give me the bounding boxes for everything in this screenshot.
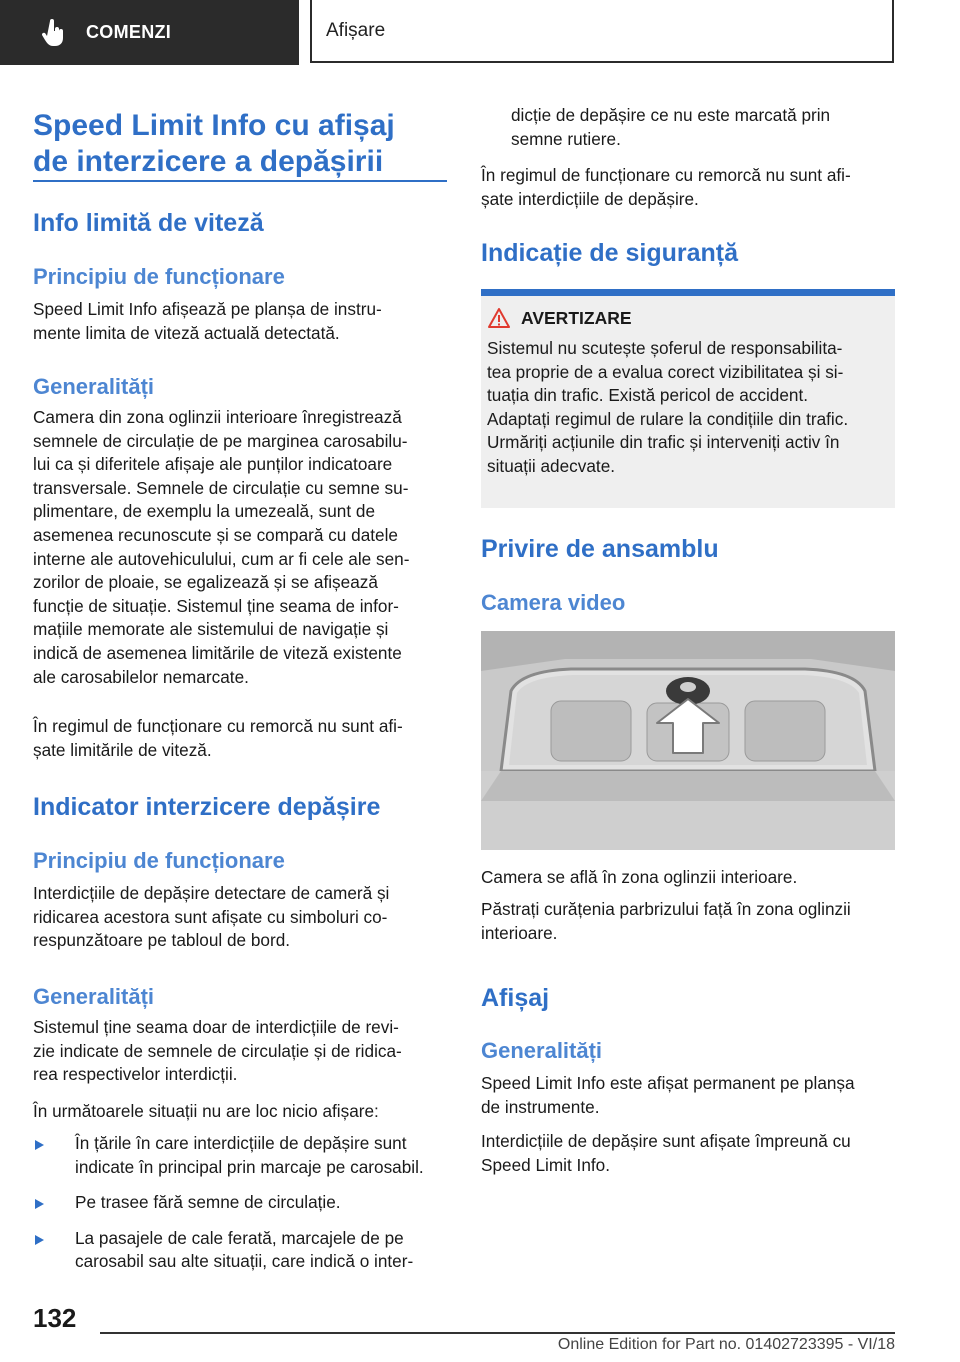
tab-comenzi[interactable]	[0, 0, 299, 65]
sub-generalitati-1: Generalități	[33, 374, 155, 399]
list-item: La pasajele de cale ferată, marcajele de pe carosabil sau alte situații, care indică o inter-	[33, 1227, 447, 1274]
main-title-line1: Speed Limit Info cu afișaj	[33, 109, 395, 142]
tab-afisare-label: Afișare	[326, 19, 386, 41]
triangle-bullet-icon	[35, 1140, 44, 1150]
warning-triangle-icon	[487, 307, 511, 329]
triangle-bullet-icon	[35, 1235, 44, 1245]
tab-comenzi-label: COMENZI	[86, 22, 172, 42]
main-title-line2: de interzicere a depășirii	[33, 145, 384, 178]
para-afisaj-2: Interdicțiile de depășire sunt afișate împreună cu Speed Limit Info.	[481, 1131, 851, 1175]
footer-rule	[100, 1332, 895, 1334]
bullet-list	[33, 1132, 447, 1274]
para-situatii-intro: În următoarele situații nu are loc nicio afișare:	[33, 1101, 379, 1121]
warning-box	[481, 289, 895, 508]
page-number: 132	[33, 1303, 77, 1333]
para-principiu-1: Speed Limit Info afișează pe planșa de instru- mente limita de viteză actuală detectată.	[33, 299, 382, 343]
para-generalitati-2: Sistemul ține seama doar de interdicțiile de revi- zie indicate de semnele de circulație și de ridica- rea respectivelor interdicții.	[33, 1017, 402, 1085]
tab-afisare[interactable]	[310, 0, 894, 63]
sub-generalitati-2: Generalități	[33, 984, 155, 1009]
para-generalitati-1: Camera din zona oglinzii interioare înregistrează semnele de circulație de pe marginea carosabilu- lui ca și diferitele afișaje ale punților indicatoare transversale. Semnele de circulație cu semne su- plimentare, de exemplu la umezeală, sunt de asemenea recunoscute și se compară cu datele interne ale autovehiculului, cum ar fi cele ale sen- zorilor de ploaie, se egalizează și se afișează funcție de situație. Sistemul ține seama de infor- mațiile memorate ale sistemului de navigație și indică de asemenea limitările de viteză existente ale carosabilelor nemarcate.	[33, 407, 410, 687]
warning-text: Sistemul nu scutește șoferul de responsabilita- tea proprie de a evalua corect vizibilitatea și si- tuația din trafic. Există pericol de accident. Adaptați regimul de rulare la condițiile din trafic. Urmăriți acțiunile din trafic și interveniți activ în situații adecvate.	[487, 338, 849, 476]
section-privire-ansamblu: Privire de ansamblu	[481, 535, 719, 563]
para-curatenie: Păstrați curățenia parbrizului față în zona oglinzii interioare.	[481, 899, 851, 943]
para-remorca-1: În regimul de funcționare cu remorcă nu sunt afi- șate limitările de viteză.	[33, 716, 403, 760]
para-remorca-2: În regimul de funcționare cu remorcă nu sunt afi- șate interdicțiile de depășire.	[481, 165, 851, 209]
para-afisaj-1: Speed Limit Info este afișat permanent pe planșa de instrumente.	[481, 1073, 855, 1117]
para-camera: Camera se află în zona oglinzii interioare.	[481, 867, 798, 887]
bullet-continuation: dicție de depășire ce nu este marcată prin semne rutiere.	[511, 105, 831, 149]
camera-location-photo	[481, 631, 895, 850]
para-principiu-2: Interdicțiile de depășire detectare de cameră și ridicarea acestora sunt afișate cu simboluri co- respunzătoare pe tabloul de bord.	[33, 883, 390, 951]
sub-camera-video: Camera video	[481, 590, 626, 615]
warning-header	[487, 307, 895, 329]
section-indicatie-siguranta: Indicație de siguranță	[481, 239, 739, 267]
triangle-bullet-icon	[35, 1199, 44, 1209]
footer-edition: Online Edition for Part no. 01402723395 - VI/18	[557, 1336, 895, 1353]
list-item: În țările în care interdicțiile de depășire sunt indicate în principal prin marcaje pe carosabil.	[33, 1132, 447, 1179]
list-item: Pe trasee fără semne de circulație.	[33, 1191, 447, 1215]
sub-generalitati-3: Generalități	[481, 1038, 603, 1063]
section-indicator-depasire: Indicator interzicere depășire	[33, 793, 381, 821]
title-rule	[33, 180, 447, 182]
section-info-limita: Info limită de viteză	[33, 209, 264, 237]
warning-label: AVERTIZARE	[521, 307, 632, 328]
sub-principiu-1: Principiu de funcționare	[33, 264, 285, 289]
section-afisaj: Afișaj	[481, 984, 550, 1012]
hand-pointer-icon	[42, 19, 66, 47]
sub-principiu-2: Principiu de funcționare	[33, 848, 285, 873]
